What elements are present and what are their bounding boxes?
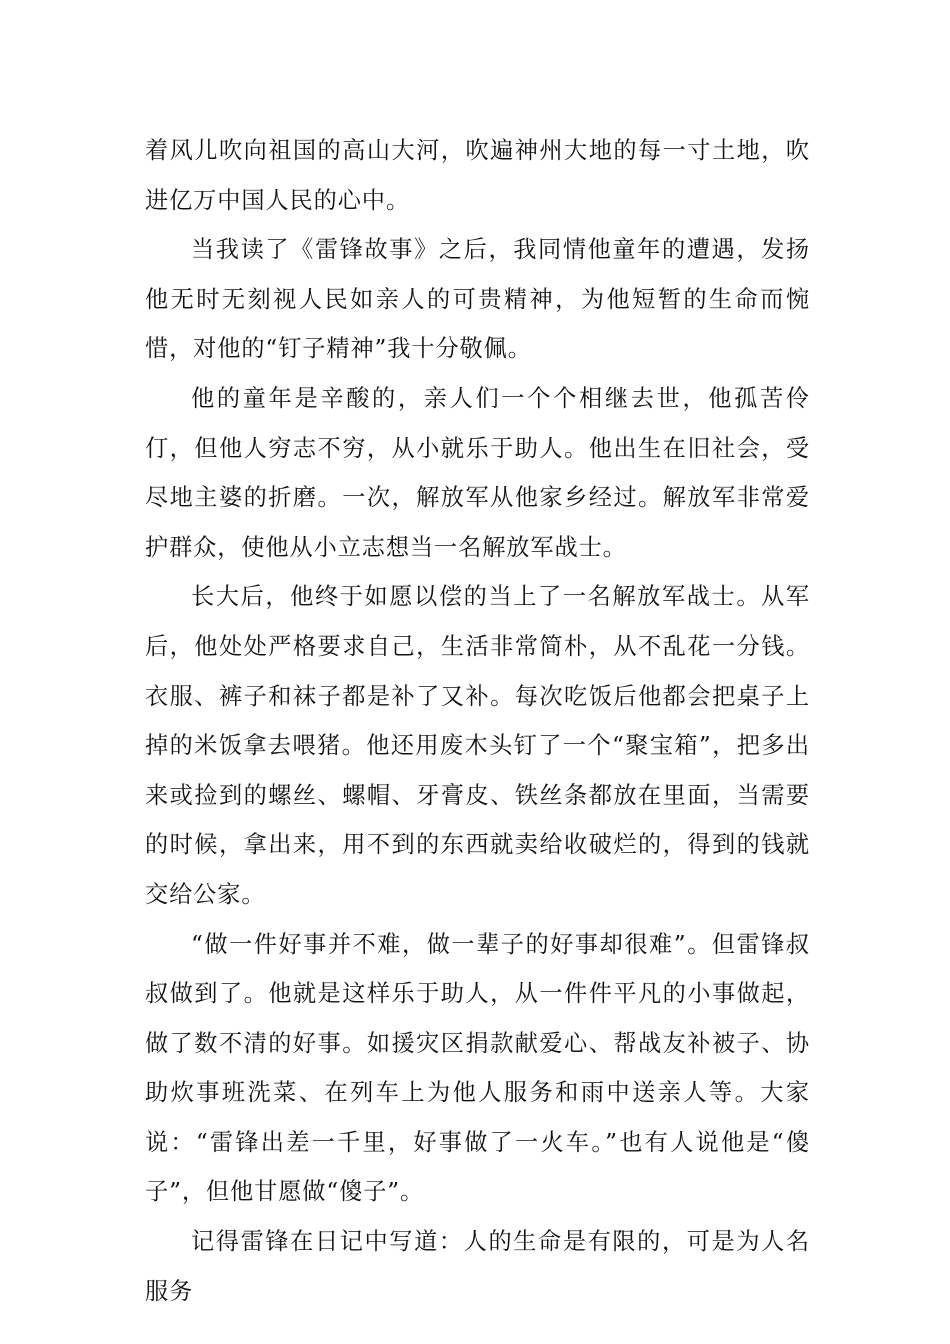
paragraph-1: 着风儿吹向祖国的高山大河，吹遍神州大地的每一寸土地，吹进亿万中国人民的心中。 xyxy=(145,137,810,214)
paragraph-6: 记得雷锋在日记中写道：人的生命是有限的，可是为人名服务 xyxy=(145,1228,810,1305)
paragraph-5: “做一件好事并不难，做一辈子的好事却很难”。但雷锋叔叔做到了。他就是这样乐于助人，从一件件平凡的小事做起，做了数不清的好事。如援灾区捐款献爱心、帮战友补被子、协助炊事班洗菜、在列车上为他人服务和雨中送亲人等。大家说：“雷锋出差一千里，好事做了一火车。”也有人说他是“傻子”，但他甘愿做“傻子”。 xyxy=(145,930,810,1206)
paragraph-4: 长大后，他终于如愿以偿的当上了一名解放军战士。从军后，他处处严格要求自己，生活非常简朴，从不乱花一分钱。衣服、裤子和袜子都是补了又补。每次吃饭后他都会把桌子上掉的米饭拿去喂猪。他还用废木头钉了一个“聚宝箱”，把多出来或捡到的螺丝、螺帽、牙膏皮、铁丝条都放在里面，当需要的时候，拿出来，用不到的东西就卖给收破烂的，得到的钱就交给公家。 xyxy=(145,583,810,908)
paragraph-2: 当我读了《雷锋故事》之后，我同情他童年的遭遇，发扬他无时无刻视人民如亲人的可贵精神，为他短暂的生命而惋惜，对他的“钉子精神”我十分敬佩。 xyxy=(145,236,810,363)
document-body xyxy=(145,126,810,1316)
paragraph-3: 他的童年是辛酸的，亲人们一个个相继去世，他孤苦伶仃，但他人穷志不穷，从小就乐于助人。他出生在旧社会，受尽地主婆的折磨。一次，解放军从他家乡经过。解放军非常爱护群众，使他从小立志想当一名解放军战士。 xyxy=(145,384,810,561)
